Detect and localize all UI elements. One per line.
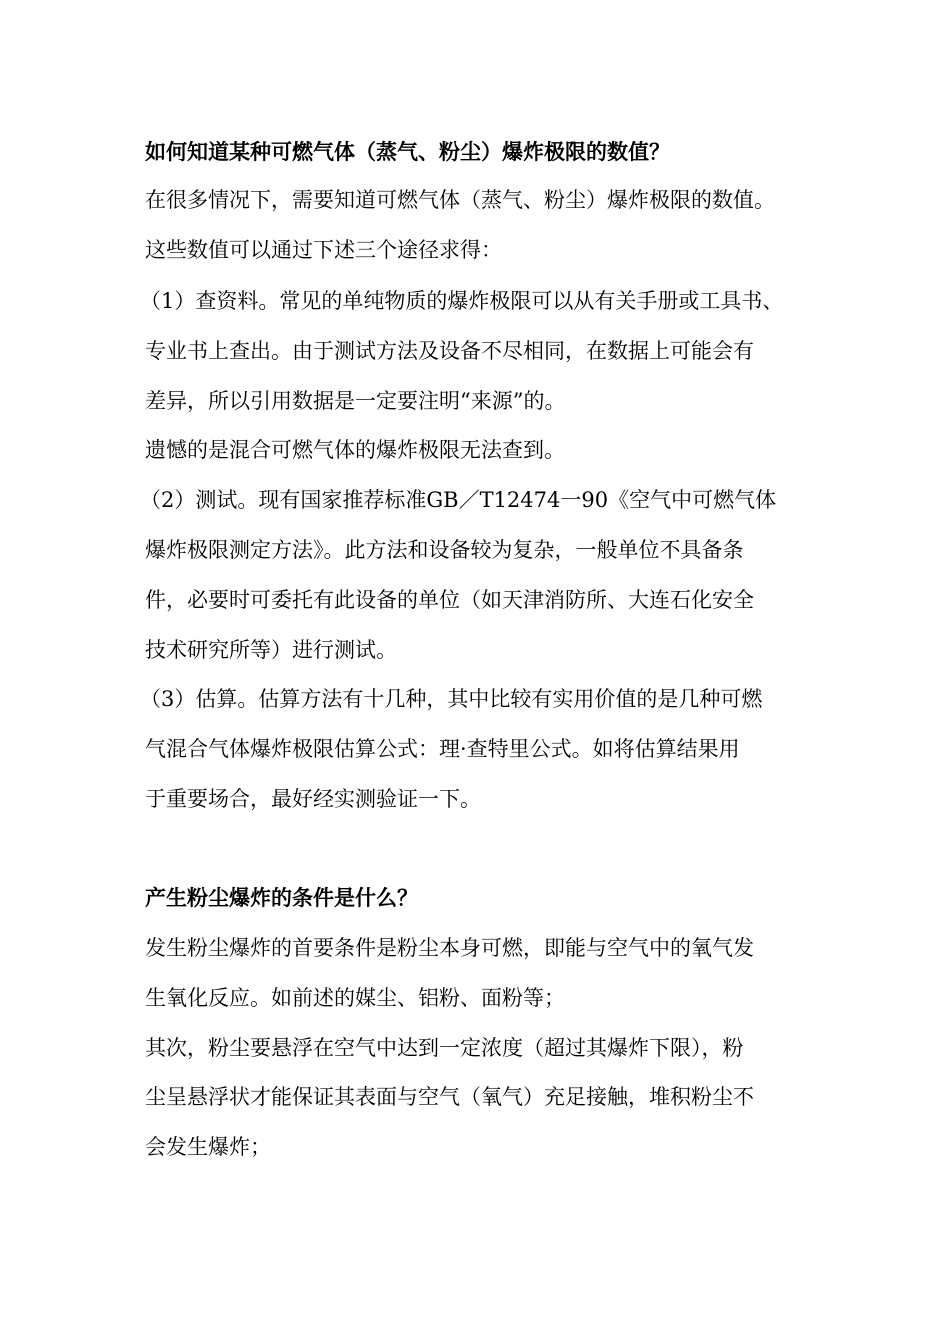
section1-line: 于重要场合，最好经实测验证一下。 [145, 787, 481, 811]
section2-line: 尘呈悬浮状才能保证其表面与空气（氧气）充足接触，堆积粉尘不 [145, 1085, 754, 1109]
section2-line: 生氧化反应。如前述的媒尘、铝粉、面粉等； [145, 986, 565, 1010]
section2-line: 发生粉尘爆炸的首要条件是粉尘本身可燃，即能与空气中的氧气发 [145, 936, 754, 960]
section1-line: 这些数值可以通过下述三个途径求得： [145, 238, 502, 262]
section1-line: 专业书上查出。由于测试方法及设备不尽相同，在数据上可能会有 [145, 339, 754, 363]
section2-heading: 产生粉尘爆炸的条件是什么？ [145, 885, 418, 910]
section1-line: （3）估算。估算方法有十几种，其中比较有实用价值的是几种可燃 [140, 687, 763, 711]
section2-line: 会发生爆炸； [145, 1135, 271, 1159]
section1-line: 气混合气体爆炸极限估算公式：理·查特里公式。如将估算结果用 [145, 737, 740, 761]
section1-line: 在很多情况下，需要知道可燃气体（蒸气、粉尘）爆炸极限的数值。 [145, 188, 775, 212]
section1-line: （1）查资料。常见的单纯物质的爆炸极限可以从有关手册或工具书、 [140, 289, 784, 313]
section1-line: 差异，所以引用数据是一定要注明“来源”的。 [145, 389, 566, 413]
section2-line: 其次，粉尘要悬浮在空气中达到一定浓度（超过其爆炸下限），粉 [145, 1036, 744, 1060]
section1-line: 爆炸极限测定方法》。此方法和设备较为复杂，一般单位不具备条 [145, 538, 744, 562]
section1-heading: 如何知道某种可燃气体（蒸气、粉尘）爆炸极限的数值？ [145, 139, 670, 164]
section1-line: （2）测试。现有国家推荐标准GB／T12474一90《空气中可燃气体 [140, 488, 777, 512]
section1-line: 件，必要时可委托有此设备的单位（如天津消防所、大连石化安全 [145, 588, 754, 612]
section1-line: 遗憾的是混合可燃气体的爆炸极限无法查到。 [145, 438, 565, 462]
section1-line: 技术研究所等）进行测试。 [145, 638, 397, 662]
